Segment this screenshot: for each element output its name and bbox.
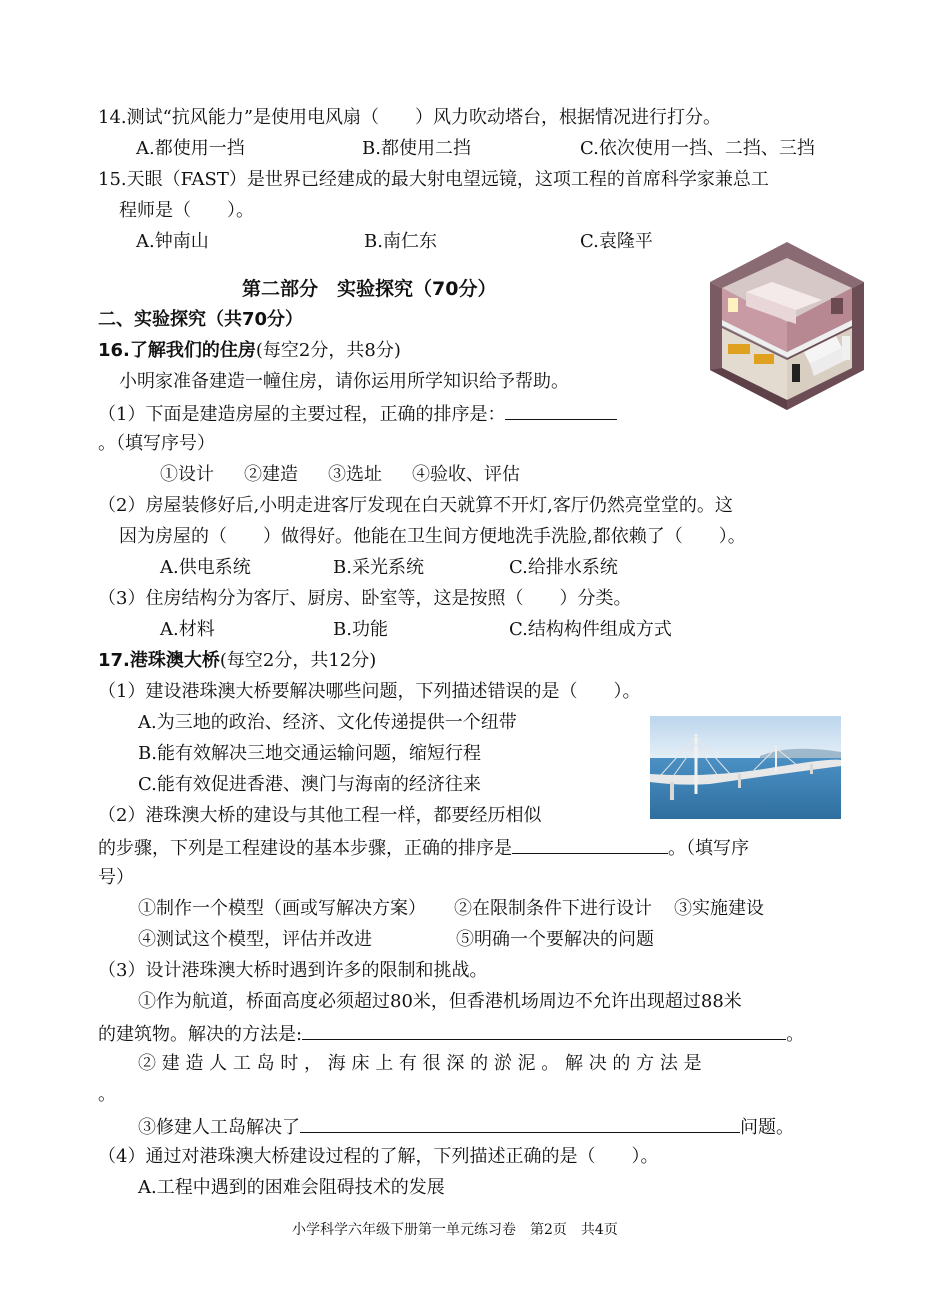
q17-part1: （1）建设港珠澳大桥要解决哪些问题，下列描述错误的是（ ）。 [98, 681, 641, 702]
q17-score: (每空2分，共12分) [219, 650, 377, 671]
q17-part3-item3-answer-blank[interactable] [300, 1114, 740, 1133]
q17-part3-item2-line2: 。 [98, 1084, 116, 1105]
q15-option-c: C.袁隆平 [580, 231, 653, 252]
q17-step: ④测试这个模型，评估并改进 [138, 929, 372, 950]
q16-step: ①设计 [160, 464, 214, 485]
q17-part3-item2-line1: ② 建 造 人 工 岛 时 ， 海 床 上 有 很 深 的 淤 泥 。 解 决 的 方 法 是 [138, 1053, 702, 1074]
q17-part2-answer-blank[interactable] [512, 835, 668, 854]
q16-step: ③选址 [328, 464, 382, 485]
q17-part2-line2 [98, 835, 749, 861]
q17-part4: （4）通过对港珠澳大桥建设过程的了解，下列描述正确的是（ ）。 [98, 1146, 659, 1167]
q17-step: ①制作一个模型（画或写解决方案） [138, 898, 426, 919]
q17-part2-text: 的步骤，下列是工程建设的基本步骤，正确的排序是 [98, 838, 512, 859]
q16-intro: 小明家准备建造一幢住房，请你运用所学知识给予帮助。 [119, 371, 569, 392]
q16-heading [98, 339, 401, 363]
q16-part1-note: 。（填写序号） [98, 433, 215, 454]
q17-part2-note: 。（填写序 [668, 838, 749, 859]
q17-part1-option-a: A.为三地的政治、经济、文化传递提供一个纽带 [138, 712, 517, 733]
q17-part1-option-b: B.能有效解决三地交通运输问题，缩短行程 [138, 743, 481, 764]
q17-part3: （3）设计港珠澳大桥时遇到许多的限制和挑战。 [98, 960, 488, 981]
q16-part1 [98, 401, 617, 427]
q17-part3-item1-text: 的建筑物。解决的方法是: [98, 1024, 303, 1045]
q17-part4-option-a: A.工程中遇到的困难会阻碍技术的发展 [138, 1177, 445, 1198]
q16-part2-option-b: B.采光系统 [333, 557, 424, 578]
q16-step: ②建造 [244, 464, 298, 485]
q16-part1-answer-blank[interactable] [505, 401, 617, 420]
q16-part3: （3）住房结构分为客厅、厨房、卧室等，这是按照（ ）分类。 [98, 588, 632, 609]
section2-title: 二、实验探究（共70分） [98, 309, 304, 330]
house-illustration [706, 240, 868, 412]
q16-part2-line2: 因为房屋的（ ）做得好。他能在卫生间方便地洗手洗脸,都依赖了（ ）。 [119, 526, 746, 547]
q14-option-c: C.依次使用一挡、二挡、三挡 [580, 138, 815, 159]
q16-score: (每空2分，共8分) [255, 340, 401, 361]
q16-part3-option-a: A.材料 [160, 619, 215, 640]
q16-part2-line1: （2）房屋装修好后,小明走进客厅发现在白天就算不开灯,客厅仍然亮堂堂的。这 [98, 495, 733, 516]
q17-part2-note-end: 号） [98, 867, 134, 888]
q16-step: ④验收、评估 [412, 464, 520, 485]
q17-part3-item3-text: ③修建人工岛解决了 [138, 1117, 300, 1138]
q15-stem-line2: 程师是（ ）。 [119, 200, 254, 221]
q17-title: 17.港珠澳大桥 [98, 650, 220, 671]
q17-part1-option-c: C.能有效促进香港、澳门与海南的经济往来 [138, 774, 481, 795]
q17-steps-row2 [138, 928, 654, 952]
page-footer: 小学科学六年级下册第一单元练习卷 第2页 共4页 [292, 1222, 618, 1238]
q17-steps-row1 [138, 897, 764, 921]
q16-steps [160, 463, 520, 487]
q17-part3-item1-line1: ①作为航道，桥面高度必须超过80米，但香港机场周边不允许出现超过88米 [138, 991, 742, 1012]
part2-title: 第二部分 实验探究（70分） [242, 278, 497, 300]
q14-option-a: A.都使用一挡 [136, 138, 245, 159]
q16-part3-option-c: C.结构构件组成方式 [509, 619, 672, 640]
q16-part2-option-c: C.给排水系统 [509, 557, 618, 578]
q17-step: ②在限制条件下进行设计 [454, 898, 652, 919]
q14-stem: 14.测试“抗风能力”是使用电风扇（ ）风力吹动塔台，根据情况进行打分。 [98, 107, 722, 128]
bridge-photo [650, 716, 841, 819]
q17-part3-item1-line2 [98, 1021, 804, 1047]
q17-part3-item1-end: 。 [786, 1024, 805, 1045]
q16-part3-option-b: B.功能 [333, 619, 388, 640]
q17-heading [98, 649, 376, 673]
q15-option-a: A.钟南山 [136, 231, 209, 252]
q15-stem-line1: 15.天眼（FAST）是世界已经建成的最大射电望远镜，这项工程的首席科学家兼总工 [98, 169, 769, 190]
q15-option-b: B.南仁东 [364, 231, 437, 252]
q17-part3-item1-answer-blank[interactable] [302, 1021, 786, 1040]
q17-part3-item3-end: 问题。 [740, 1117, 794, 1138]
q17-step: ⑤明确一个要解决的问题 [456, 929, 654, 950]
q16-part1-text: （1）下面是建造房屋的主要过程，正确的排序是： [98, 404, 506, 425]
q17-part3-item3 [138, 1114, 794, 1140]
q17-part2-line1: （2）港珠澳大桥的建设与其他工程一样，都要经历相似 [98, 805, 542, 826]
q14-option-b: B.都使用二挡 [362, 138, 471, 159]
q16-part2-option-a: A.供电系统 [160, 557, 251, 578]
q16-title: 16.了解我们的住房 [98, 340, 256, 361]
q17-step: ③实施建设 [674, 898, 764, 919]
